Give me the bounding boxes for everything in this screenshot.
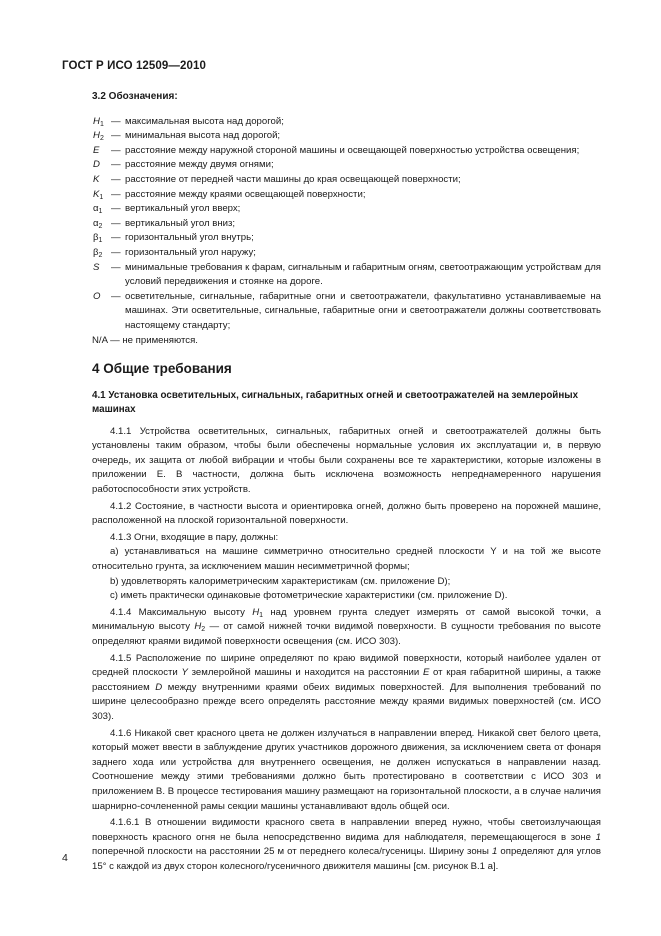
p415-text-a: 4.1.5 Расположение по ширине определяют по краю видимой поверхности, который наиболее удален от средней плоскости: [92, 652, 601, 679]
definition-item: [93, 246, 601, 261]
definition-item: [93, 144, 601, 159]
definition-symbol: [93, 246, 111, 261]
definition-text: минимальная высота над дорогой;: [125, 130, 281, 142]
p415-text-c: от края габаритной ширины, а также расстоянием: [92, 667, 601, 693]
definition-item: [93, 231, 601, 246]
symbol-letter: D: [93, 159, 100, 171]
definition-text: расстояние между наружной стороной машины и освещающей поверхностью устройства освещения;: [125, 144, 580, 156]
symbol-letter: H: [93, 130, 100, 142]
paragraph-4-1-3-c: c) иметь практически одинаковые фотометрические характеристики (см. приложение D).: [110, 590, 508, 602]
definition-dash: —: [111, 130, 121, 142]
definition-text: вертикальный угол вверх;: [125, 203, 241, 215]
definition-dash: —: [111, 261, 121, 273]
p4161-text-b: поперечной плоскости на расстоянии 25 м от переднего колеса/гусеницы. Ширину зоны: [92, 846, 492, 858]
symbol-subscript: 1: [99, 120, 104, 128]
definition-dash: —: [111, 159, 121, 171]
symbol-letter: K: [93, 188, 100, 200]
definition-symbol: [93, 202, 111, 217]
paragraph-4-1-3-a: а) устанавливаться на машине симметрично относительно средней плоскости Y и на той же высоте относительно грунта, за исключением машин несимметричной формы;: [92, 546, 601, 573]
definition-item: [93, 188, 601, 203]
paragraph-4-1-6: 4.1.6 Никакой свет красного цвета не должен излучаться в направлении вперед. Никакой свет белого цвета, который может ввести в заблуждение других участников дорожного движения, за исключением света от фонаря заднего хода или устройства для внутреннего освещения, не должен испускаться в направлении назад. Соотношение между этими требованиями должно быть протестировано в соответствии с ИСО 303 и приложением В. В процессе тестирования машину размещают на горизонтальной плоскости, а в случае наличия шарнирно-сочлененной рамы секции машины устанавливают вдоль общей оси.: [92, 727, 601, 812]
page-number: 4: [62, 852, 68, 864]
definition-text: максимальная высота над дорогой;: [125, 115, 284, 127]
definition-dash: —: [111, 290, 121, 302]
definition-text: горизонтальный угол внутрь;: [125, 232, 254, 244]
paragraph-4-1-5: [92, 652, 601, 725]
p415-text-d: между внутренними краями обеих видимых поверхностей. Для выполнения требований по ширине целесообразно прежде всего определять расстояние между краями видимых поверхностей (см. ИСО 303).: [92, 681, 601, 722]
definition-text: вертикальный угол вниз;: [125, 217, 236, 229]
definition-symbol: [93, 129, 111, 144]
symbol-subscript: 2: [98, 222, 103, 230]
p414-text-c: — от самой нижней точки видимой поверхности. В сущности требования по высоте определяют краями видимой поверхности освещения (см. ИСО 303).: [92, 621, 601, 647]
paragraph-4-1-3: 4.1.3 Огни, входящие в пару, должны:: [110, 531, 279, 543]
definition-symbol: [93, 261, 111, 290]
symbol-h: H: [252, 606, 260, 618]
paragraph-4-1-2: 4.1.2 Состояние, в частности высота и ориентировка огней, должно быть проверено на порожней машине, расположенной на плоской горизонтальной поверхности.: [92, 500, 601, 527]
symbol-letter: H: [93, 115, 100, 127]
symbol-subscript: 1: [98, 237, 103, 245]
definition-symbol: [93, 144, 111, 159]
definition-dash: —: [111, 232, 121, 244]
p415-text-b: землеройной машины и находится на расстоянии: [187, 667, 423, 679]
definition-na: N/A — не применяются.: [92, 334, 198, 346]
section-4-heading: 4 Общие требования: [92, 361, 232, 377]
symbol-letter: β: [93, 246, 99, 258]
symbol-subscript: 2: [99, 135, 104, 143]
symbol-letter: O: [93, 290, 101, 302]
definition-dash: —: [111, 115, 121, 127]
paragraph-4-1-4: [92, 606, 601, 650]
symbol-letter: β: [93, 232, 99, 244]
definition-dash: —: [111, 217, 121, 229]
definition-item: [93, 158, 601, 173]
section-3-2-heading: 3.2 Обозначения:: [92, 91, 178, 102]
definition-symbol: [93, 115, 111, 130]
definition-text: расстояние между двумя огнями;: [125, 159, 274, 171]
symbol-letter: α: [93, 217, 99, 229]
definition-symbol: [93, 217, 111, 232]
paragraph-4-1-6-1: [92, 816, 601, 874]
page-header: ГОСТ Р ИСО 12509—2010: [62, 60, 207, 72]
symbol-h: H: [194, 621, 202, 633]
definition-item: [93, 173, 601, 188]
symbol-letter: E: [93, 144, 100, 156]
section-4-1-heading: 4.1 Установка осветительных, сигнальных, габаритных огней и светоотражателей на землеройных машинах: [92, 389, 579, 415]
paragraph-4-1-1: 4.1.1 Устройства осветительных, сигнальных, габаритных огней и светоотражателей должны быть установлены таким образом, чтобы были обеспечены нормальные условия их эксплуатации и, в первую очередь, их защита от любой вибрации и чтобы были сохранены все те характеристики, которые изложены в приложении Е. В частности, должна быть исключена возможность непреднамеренного нарушения работоспособности этих устройств.: [92, 425, 601, 496]
symbol-letter: S: [93, 261, 100, 273]
definition-dash: —: [111, 188, 121, 200]
symbol-letter: K: [93, 173, 100, 185]
subscript-2: 2: [201, 626, 206, 634]
definition-item: [93, 115, 601, 130]
definition-item: [93, 202, 601, 217]
definition-symbol: [93, 188, 111, 203]
zone-number: 1: [491, 846, 498, 858]
definition-text: горизонтальный угол наружу;: [125, 246, 256, 258]
subscript-1: 1: [259, 611, 264, 619]
definition-text: минимальные требования к фарам, сигнальным и габаритным огням, светоотражающим устройствам для условий передвижения и стоянке на дороге.: [125, 261, 601, 288]
definition-item: [93, 261, 601, 290]
definition-text: расстояние от передней части машины до края освещающей поверхности;: [125, 173, 461, 185]
p414-text-a: 4.1.4 Максимальную высоту: [110, 606, 253, 618]
definition-symbol: [93, 231, 111, 246]
symbol-letter: α: [93, 203, 99, 215]
definition-item: [93, 290, 601, 334]
definition-symbol: [93, 158, 111, 173]
definition-dash: —: [111, 173, 121, 185]
symbol-y: Y: [181, 667, 188, 679]
page-content: [92, 88, 601, 877]
definition-dash: —: [111, 203, 121, 215]
symbol-d: D: [155, 681, 163, 693]
definition-item: [93, 129, 601, 144]
p4161-text-c: определяют для углов 15° с каждой из двух сторон колесного/гусеничного движителя машины [см. рисунок В.1 а].: [92, 846, 601, 872]
definition-symbol: [93, 173, 111, 188]
symbol-e: E: [422, 667, 430, 679]
definition-symbol: [93, 290, 111, 334]
paragraph-4-1-3-b: b) удовлетворять калориметрическим характеристикам (см. приложение D);: [110, 575, 451, 587]
p4161-text-a: 4.1.6.1 В отношении видимости красного света в направлении вперед нужно, чтобы светоизлучающая поверхность красного огня не была непосредственно видима для наблюдателя, перемещающегося в зоне: [92, 817, 601, 843]
zone-number: 1: [595, 831, 601, 843]
symbol-subscript: 1: [98, 208, 103, 216]
definition-dash: —: [111, 246, 121, 258]
symbol-subscript: 2: [98, 251, 103, 259]
definition-item: [93, 217, 601, 232]
symbol-definitions-list: [93, 115, 601, 334]
p414-text-b: над уровнем грунта следует измерять от самой высокой точки, а минимальную высоту: [92, 606, 601, 633]
definition-dash: —: [111, 144, 121, 156]
definition-text: расстояние между краями освещающей поверхности;: [125, 188, 366, 200]
definition-text: осветительные, сигнальные, габаритные огни и светоотражатели, факультативно устанавливаемые на машинах. Эти осветительные, сигнальные, габаритные огни и светоотражатели должны соответствовать настоящему стандарту;: [125, 290, 601, 331]
symbol-subscript: 1: [99, 193, 104, 201]
